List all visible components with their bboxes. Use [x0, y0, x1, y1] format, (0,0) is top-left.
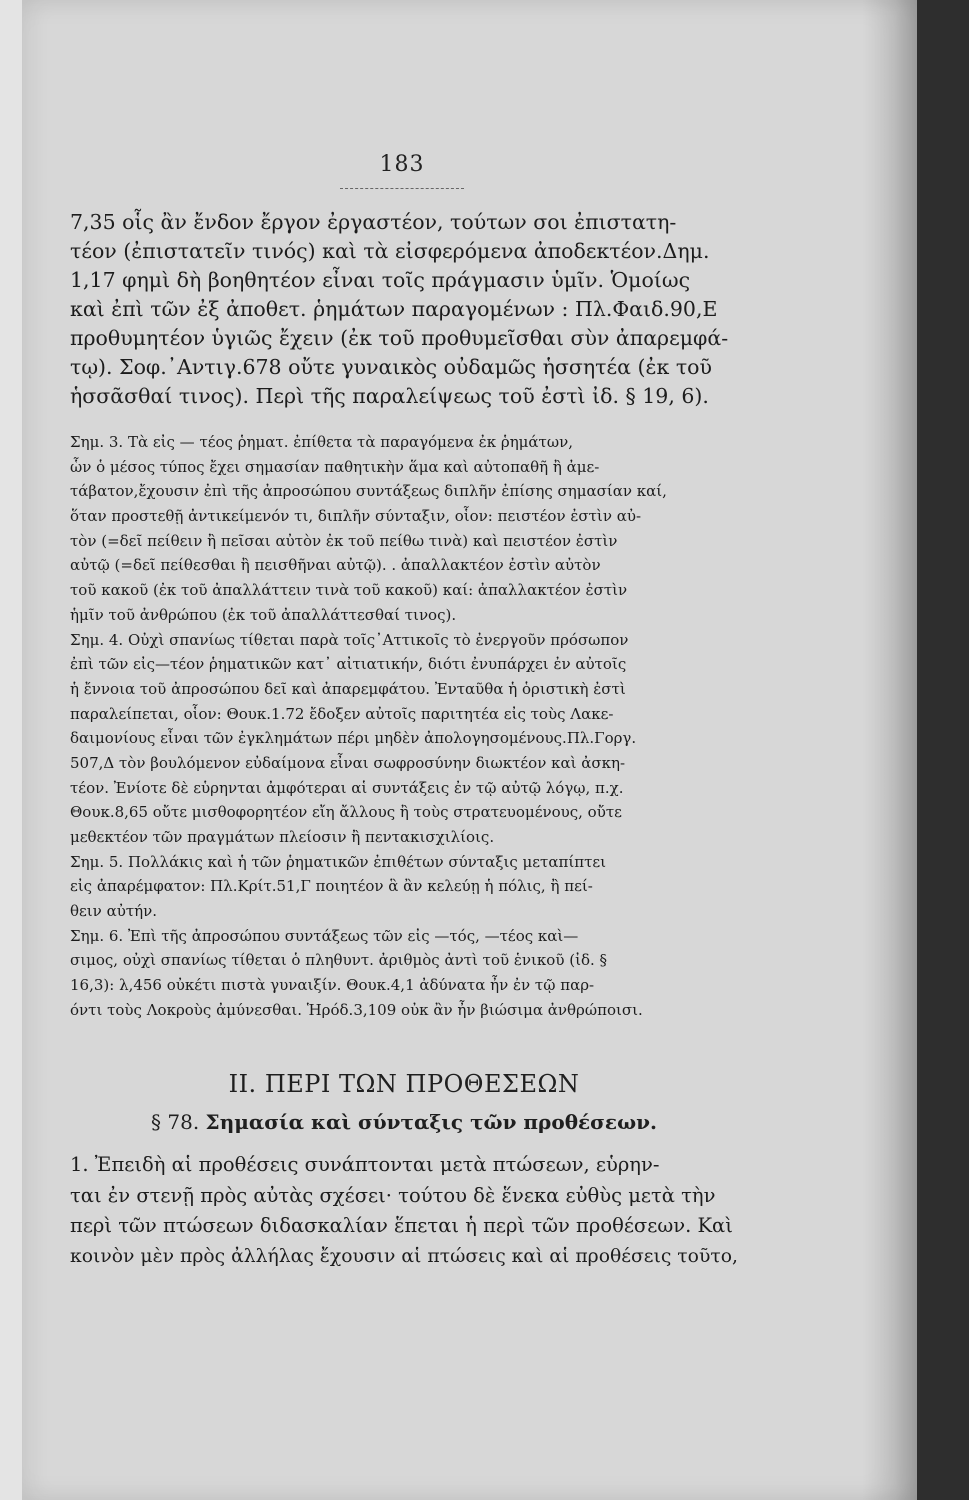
text-line: ται ἐν στενῇ πρὸς αὐτὰς σχέσει· τούτου δὲ ἕνεκα εὐθὺς μετὰ τὴν [70, 1183, 716, 1207]
note-line: δαιμονίους εἶναι τῶν ἐγκλημάτων πέρι μηδὲν ἀπολογησομένους.Πλ.Γοργ. [70, 729, 637, 748]
note-line: τὸν (=δεῖ πείθειν ἢ πεῖσαι αὐτὸν ἐκ τοῦ πείθω τινὰ) καὶ πειστέον ἐστὶν [70, 531, 618, 550]
note-line: σιμος, οὐχὶ σπανίως τίθεται ὁ πληθυντ. ἀριθμὸς ἀντὶ τοῦ ἑνικοῦ (ἰδ. § [70, 951, 608, 970]
note-line: Σημ. 4. Οὐχὶ σπανίως τίθεται παρὰ τοῖς᾿Αττικοῖς τὸ ἐνεργοῦν πρόσωπον [70, 630, 629, 649]
note-line: Σημ. 5. Πολλάκις καὶ ἡ τῶν ῥηματικῶν ἐπιθέτων σύνταξις μεταπίπτει [70, 852, 607, 871]
right-dark-margin [917, 0, 969, 1500]
section-heading: II. ΠΕΡΙ ΤΩΝ ΠΡΟΘΕΣΕΩΝ [228, 1070, 580, 1098]
text-line: 1,17 φημὶ δὴ βοηθητέον εἶναι τοῖς πράγμασιν ὑμῖν. Ὁμοίως [70, 268, 691, 292]
note-line: θειν αὐτήν. [70, 902, 157, 921]
text-line: τῳ). Σοφ.᾿Αντιγ.678 οὔτε γυναικὸς οὐδαμῶς ἡσσητέα (ἐκ τοῦ [70, 355, 712, 379]
note-line: ὅταν προστεθῇ ἀντικείμενόν τι, διπλῆν σύνταξιν, οἷον: πειστέον ἐστὶν αὐ- [70, 507, 642, 526]
note-line: τάβατον,ἔχουσιν ἐπὶ τῆς ἀπροσώπου συντάξεως διπλῆν ἐπίσης σημασίαν καί, [70, 482, 667, 501]
note-line: όντι τοὺς Λοκροὺς ἀμύνεσθαι. Ἡρόδ.3,109 οὐκ ἂν ἦν βιώσιμα ἀνθρώποισι. [70, 1000, 643, 1019]
page-number-rule [340, 188, 464, 189]
note-line: ἐπὶ τῶν εἰς—τέον ῥηματικῶν κατ᾿ αἰτιατικήν, διότι ἐνυπάρχει ἐν αὐτοῖς [70, 655, 627, 674]
note-line: Θουκ.8,65 οὔτε μισθοφορητέον εἴη ἄλλους ἢ τοὺς στρατευομένους, οὔτε [70, 803, 622, 822]
text-line: προθυμητέον ὑγιῶς ἔχειν (ἐκ τοῦ προθυμεῖσθαι σὺν ἀπαρεμφά- [70, 326, 729, 350]
note-line: τέον. Ἐνίοτε δὲ εὑρηνται ἀμφότεραι αἱ συντάξεις ἐν τῷ αὐτῷ λόγῳ, π.χ. [70, 778, 624, 797]
note-line: ὧν ὁ μέσος τύπος ἔχει σημασίαν παθητικὴν ἅμα καὶ αὐτοπαθῆ ἢ ἀμε- [70, 457, 600, 476]
note-line: Σημ. 6. Ἐπὶ τῆς ἀπροσώπου συντάξεως τῶν εἰς —τός, —τέος καὶ— [70, 926, 579, 945]
note-line: 16,3): λ,456 οὐκέτι πιστὰ γυναιξίν. Θουκ.4,1 ἀδύνατα ἦν ἐν τῷ παρ- [70, 976, 595, 995]
note-line: ἡ ἔννοια τοῦ ἀπροσώπου δεῖ καὶ ἀπαρεμφάτου. Ἐνταῦθα ἡ ὁριστικὴ ἐστὶ [70, 679, 626, 698]
text-line: τέον (ἐπιστατεῖν τινός) καὶ τὰ εἰσφερόμενα ἀποδεκτέον.Δημ. [70, 239, 710, 263]
note-line: εἰς ἀπαρέμφατον: Πλ.Κρίτ.51,Γ ποιητέον ἃ ἂν κελεύῃ ἡ πόλις, ἢ πεί- [70, 877, 593, 896]
text-line: 7,35 οἷς ἂν ἔνδον ἔργον ἐργαστέον, τούτων σοι ἐπιστατη- [70, 210, 677, 234]
text-line: ἡσσᾶσθαί τινος). Περὶ τῆς παραλείψεως τοῦ ἐστὶ ἰδ. § 19, 6). [70, 384, 709, 408]
text-line: 1. Ἐπειδὴ αἱ προθέσεις συνάπτονται μετὰ πτώσεων, εὑρην- [70, 1153, 660, 1176]
note-line: ἡμῖν τοῦ ἀνθρώπου (ἐκ τοῦ ἀπαλλάττεσθαί τινος). [70, 605, 457, 624]
note-line: τοῦ κακοῦ (ἐκ τοῦ ἀπαλλάττειν τινὰ τοῦ κακοῦ) καί: ἀπαλλακτέον ἐστὶν [70, 581, 628, 600]
page-number: 183 [379, 152, 425, 177]
top-paragraph [70, 208, 738, 411]
subsection-heading [70, 1110, 738, 1134]
subsection-title: Σημασία καὶ σύνταξις τῶν προθέσεων. [205, 1110, 657, 1134]
text-line: περὶ τῶν πτώσεων διδασκαλίαν ἕπεται ἡ περὶ τῶν προθέσεων. Καὶ [70, 1214, 733, 1237]
note-line: μεθεκτέον τῶν πραγμάτων πλείοσιν ἢ πεντακισχιλίοις. [70, 828, 495, 846]
notes-block [70, 430, 738, 1023]
note-line: αὐτῷ (=δεῖ πείθεσθαι ἢ πεισθῆναι αὐτῷ). . ἀπαλλακτέον ἐστὶν αὐτὸν [70, 556, 601, 575]
final-paragraph [70, 1150, 738, 1272]
note-line: Σημ. 3. Τὰ εἰς — τέος ῥηματ. ἐπίθετα τὰ παραγόμενα ἐκ ῥημάτων, [70, 433, 573, 451]
note-line: παραλείπεται, οἷον: Θουκ.1.72 ἔδοξεν αὐτοῖς παριτητέα εἰς τοὺς Λακε- [70, 704, 614, 723]
text-line: καὶ ἐπὶ τῶν ἐξ ἀποθετ. ῥημάτων παραγομένων : Πλ.Φαιδ.90,Ε [70, 297, 718, 321]
page-shadow-edge [862, 0, 917, 1500]
text-line: κοινὸν μὲν πρὸς ἀλλήλας ἔχουσιν αἱ πτώσεις καὶ αἱ προθέσεις τοῦτο, [70, 1245, 738, 1267]
left-binding-strip [0, 0, 23, 1500]
subsection-number: § 78. [151, 1110, 200, 1134]
note-line: 507,Δ τὸν βουλόμενον εὐδαίμονα εἶναι σωφροσύνην διωκτέον καὶ ἀσκη- [70, 753, 626, 772]
